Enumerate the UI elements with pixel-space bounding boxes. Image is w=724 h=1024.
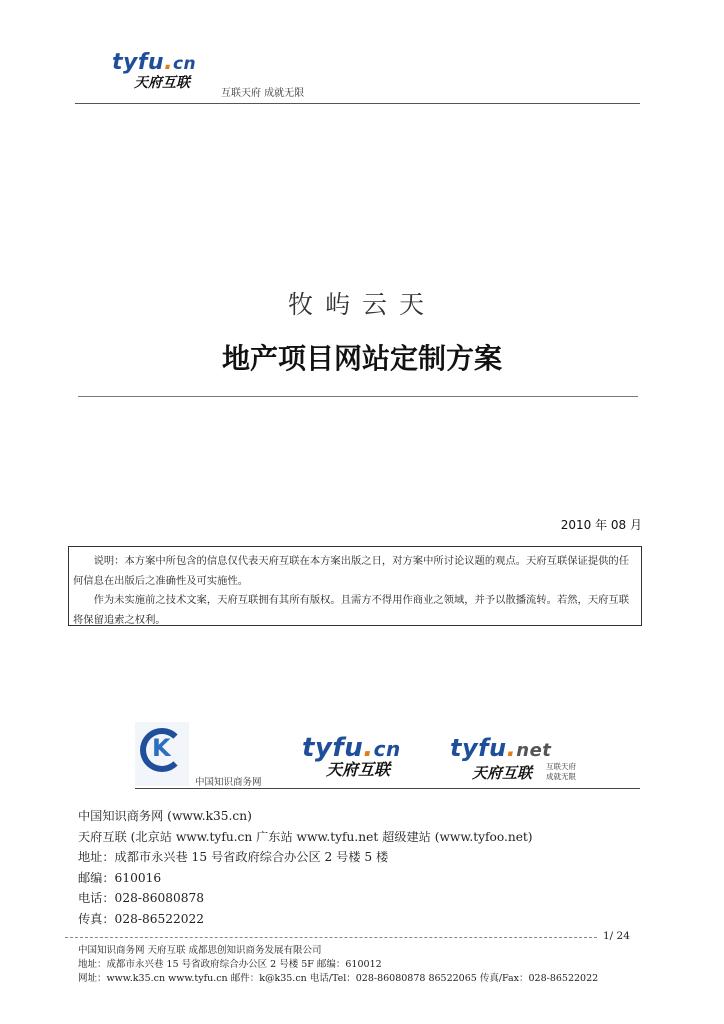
k35-emblem bbox=[135, 722, 189, 786]
document-date: 2010 年 08 月 bbox=[560, 518, 642, 532]
contact-info bbox=[78, 806, 533, 930]
header-logo bbox=[112, 52, 222, 94]
contact-line: 天府互联 (北京站 www.tyfu.cn 广东站 www.tyfu.net 超级建站 (www.tyfoo.net) bbox=[78, 829, 533, 844]
logos-divider bbox=[135, 788, 640, 789]
logo-chinese-name: 天府互联 bbox=[472, 764, 533, 782]
tyfu-net-logo bbox=[450, 736, 600, 788]
k35-logo bbox=[135, 722, 275, 788]
contact-phone: 电话：028-86080878 bbox=[78, 891, 204, 906]
k35-letter: K bbox=[152, 734, 171, 762]
document-subtitle: 牧屿云天 bbox=[287, 290, 436, 319]
k35-label: 中国知识商务网 bbox=[195, 777, 262, 788]
contact-address: 地址：成都市永兴巷 15 号省政府综合办公区 2 号楼 5 楼 bbox=[78, 850, 389, 865]
footer-line: 地址：成都市永兴巷 15 号省政府综合办公区 2 号楼 5F 邮编：610012 bbox=[78, 959, 382, 970]
contact-postcode: 邮编：610016 bbox=[78, 870, 162, 885]
logo-chinese-name: 天府互联 bbox=[134, 75, 190, 91]
logo-chinese-name: 天府互联 bbox=[326, 760, 391, 779]
title-divider bbox=[78, 396, 638, 397]
notice-box bbox=[68, 546, 642, 626]
logo-wordmark: tyfu.net bbox=[450, 734, 552, 762]
footer bbox=[78, 944, 598, 986]
logo-wordmark: tyfu.cn bbox=[112, 50, 197, 75]
header-divider bbox=[75, 103, 640, 104]
notice-paragraph: 作为未实施前之技术文案，天府互联拥有其所有版权。且需方不得用作商业之领域，并予以散播流转。若然，天府互联将保留追索之权利。 bbox=[73, 594, 630, 626]
header-slogan: 互联天府 成就无限 bbox=[221, 88, 305, 99]
footer-line: 中国知识商务网 天府互联 成都思创知识商务发展有限公司 bbox=[78, 945, 322, 956]
page-number: 1/ 24 bbox=[603, 930, 630, 942]
logo-tagline: 互联天府 成就无限 bbox=[546, 762, 576, 781]
footer-line: 网址：www.k35.cn www.tyfu.cn 邮件：k@k35.cn 电话/Tel：028-86080878 86522065 传真/Fax：028-86522022 bbox=[78, 973, 599, 984]
contact-fax: 传真：028-86522022 bbox=[78, 911, 204, 926]
notice-paragraph: 说明：本方案中所包含的信息仅代表天府互联在本方案出版之日，对方案中所讨论议题的观点。天府互联保证提供的任何信息在出版后之准确性及可实施性。 bbox=[73, 555, 630, 587]
logo-wordmark: tyfu.cn bbox=[302, 733, 401, 763]
contact-line: 中国知识商务网 (www.k35.cn) bbox=[78, 809, 252, 823]
footer-divider bbox=[65, 937, 597, 938]
tyfu-cn-logo bbox=[302, 735, 422, 787]
document-title: 地产项目网站定制方案 bbox=[221, 342, 502, 375]
